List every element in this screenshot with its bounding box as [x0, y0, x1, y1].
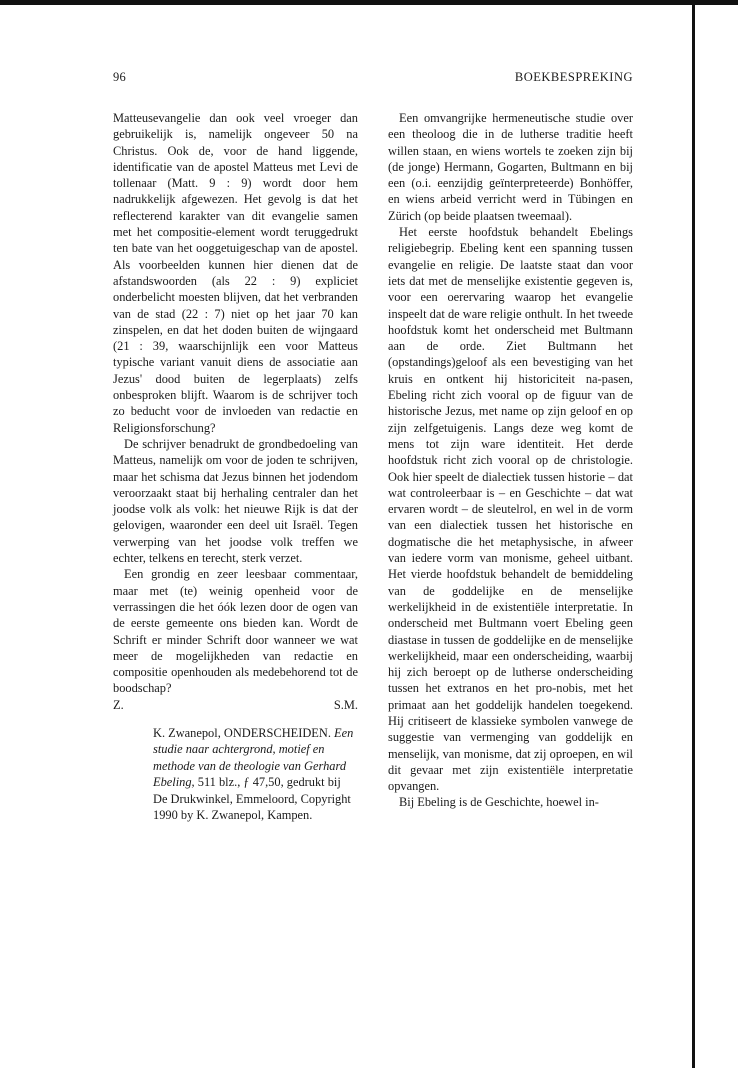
review-signature	[113, 697, 358, 713]
page-number: 96	[113, 70, 126, 84]
paragraph: Het eerste hoofdstuk behandelt Ebelings religiebegrip. Ebeling kent een spanning tussen evangelie en religie. De laatste staat dan voor iets dat met de menselijke existentie gegeven is, voor een oerervaring waarop het evangelie inspeelt dat de ware religie onthult. In het tweede hoofdstuk komt het onderscheid met Bultmann aan de orde. Ziet Bultmann het (opstandings)geloof als een bevestiging van het kruis en ontkent hij historiciteit na-pasen, Ebeling richt zich vooral op de figuur van de historische Jezus, met name op zijn geloof en op zijn zelfgetuigenis. Langs deze weg komt de mens tot zijn ware identiteit. Het derde hoofdstuk richt zich vooral op de christologie. Ook hier speelt de dialectiek tussen historie – dat wat controleerbaar is – en Geschichte – dat wat ervaren wordt – de sleutelrol, en wel in de vorm van een dialectiek tussen het historische en dogmatische die het metaphysische, in afweer van iedere vorm van monisme, geheel uitbant. Het vierde hoofdstuk behandelt de bemiddeling van de goddelijke en de menselijke werkelijkheid in de existentiële interpretatie. In onderscheid met Bultmann voert Ebeling geen diastase in tussen de goddelijke en de menselijke werkelijkheid, maar een onderscheiding, waarbij hij zich beroept op de lutherse onderscheiding tussen het extranos en het pro-nobis, met het primaat aan het goddelijk handelen toegekend. Hij critiseert de klassieke symbolen vanwege de suggestie van vermenging van goddelijk en menselijk, van monisme, dat zij oproepen, en wil dit gevaar met zijn existentiële interpretatie opvangen.	[388, 225, 633, 794]
scan-border-top	[0, 0, 738, 5]
left-column	[113, 110, 358, 823]
right-column	[388, 110, 633, 811]
book-notice	[153, 725, 358, 823]
book-author: K. Zwanepol, ONDERSCHEIDEN.	[153, 725, 331, 740]
page-header	[113, 70, 633, 90]
paragraph: Matteusevangelie dan ook veel vroeger dan gebruikelijk is, namelijk ongeveer 50 na Christus. Ook de, voor de hand liggende, identificatie van de apostel Matteus met Levi de tollenaar (Matt. 9 : 9) wordt door hem nadrukkelijk afgewezen. Het gevolg is dat het reflecterend karakter van dit evangelie samen met het compositie-element wordt teruggedrukt ten bate van het ooggetuigeschap van de apostel. Als voorbeelden kunnen hier dienen dat de afstandswoorden (als 22 : 9) expliciet onderbelicht moesten blijven, dat het verbranden van de stad (22 : 7) niet op het jaar 70 kan zinspelen, en dat het doden buiten de wijngaard (21 : 39, waarschijnlijk een voor Matteus typische variant vanuit diens de associatie aan Jezus' dood buiten de legerplaats) zelfs onbesproken blijft. Waarom is de schrijver toch zo beducht voor de invloeden van redactie en Religionsforschung?	[113, 111, 358, 435]
book-details: 511 blz., ƒ 47,50, gedrukt bij De Drukwinkel, Emmeloord, Copyright 1990 by K. Zwanepol, Kampen.	[153, 775, 351, 823]
paragraph: De schrijver benadrukt de grondbedoeling van Matteus, namelijk om voor de joden te schrijven, maar het schisma dat Jezus binnen het jodendom veroorzaakt staat bij herhaling centraler dan het joodse volk als volk: het nieuwe Rijk is dat der gelovigen, waaronder een deel uit Israël. Tegen verwerping van het joodse volk treffen we echter, telkens en terecht, sterk verzet.	[113, 436, 358, 566]
signature-initials: S.M.	[333, 697, 358, 712]
journal-page	[113, 70, 633, 823]
book-title: Een studie naar achtergrond, motief en methode van de theologie van Gerhard Ebeling,	[153, 725, 354, 790]
scan-border-right	[692, 0, 695, 1068]
paragraph: Een omvangrijke hermeneutische studie over een theoloog die in de lutherse traditie heeft willen staan, en wiens wortels te zoeken zijn bij (de jonge) Hermann, Gogarten, Bultmann en bij een (o.i. eenzijdig geïnterpreteerde) Bonhöffer, en wiens arbeid verricht werd in Tübingen en Zürich (op beide plaatsen tweemaal).	[388, 111, 633, 223]
running-head: BOEKBESPREKING	[514, 70, 633, 84]
signature-place: Z.	[113, 697, 124, 712]
paragraph: Bij Ebeling is de Geschichte, hoewel in-	[399, 795, 599, 810]
paragraph: Een grondig en zeer leesbaar commentaar, maar met (te) weinig openheid voor de verrassingen die het óók lezen door de ogen van de eerste gemeente ons bieden kan. Wordt de Schrift er minder Schrift door wanneer we wat meer de mogelijkheden van redactie en compositie openhouden als medebehorend tot de boodschap?	[113, 567, 358, 696]
